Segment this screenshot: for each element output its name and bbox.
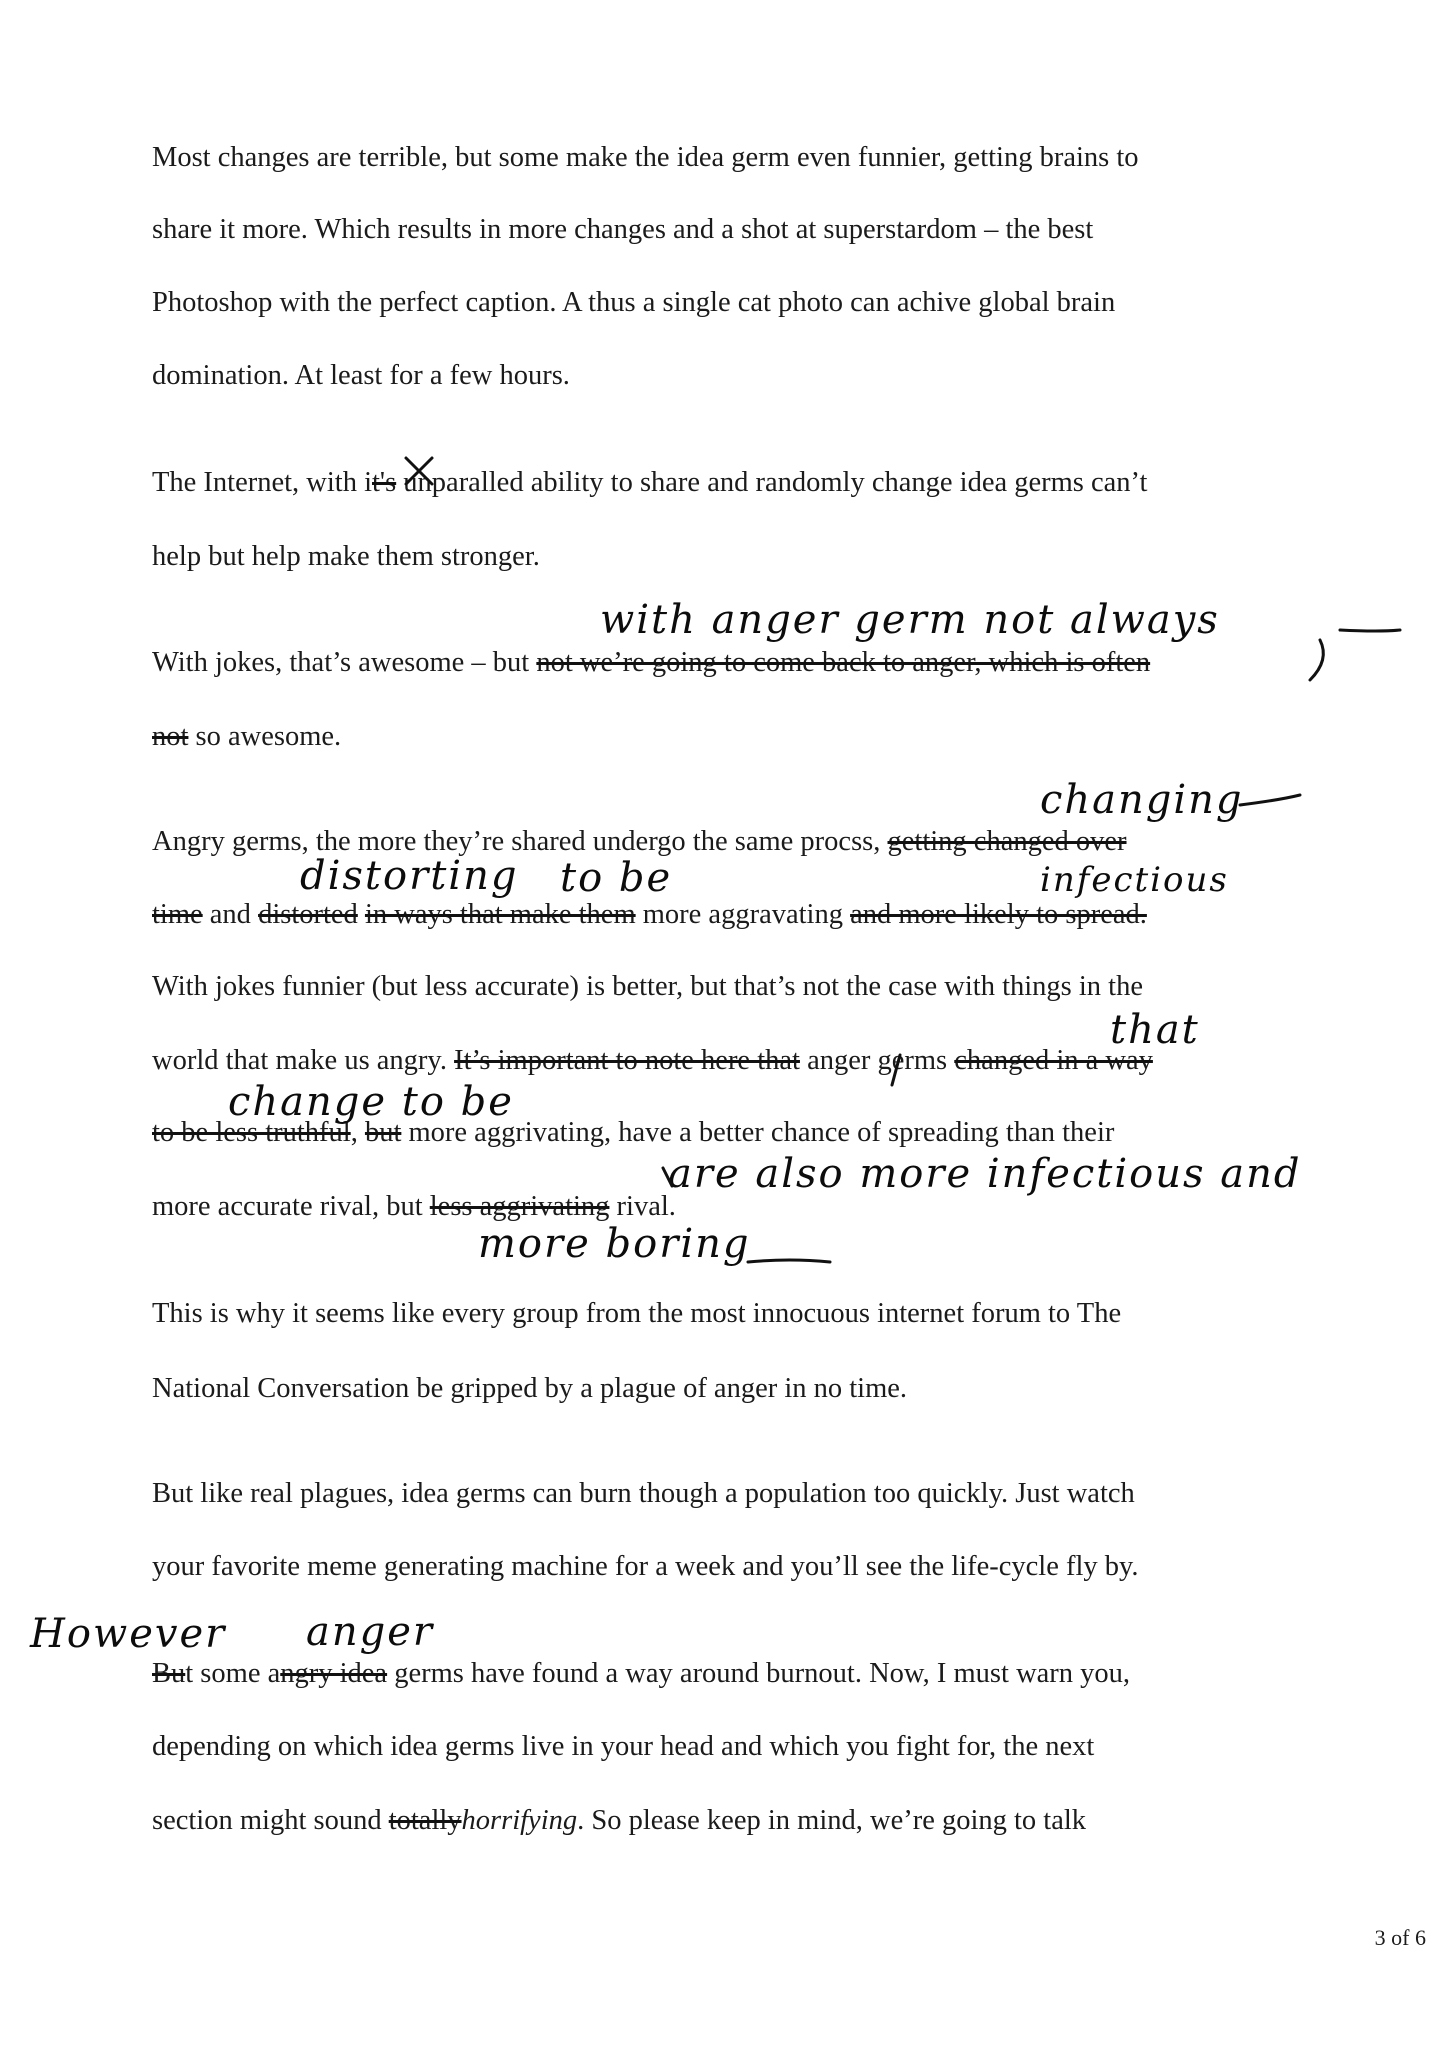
text-line: share it more. Which results in more changes and a shot at superstardom – the best <box>152 214 1094 245</box>
page-number: 3 of 6 <box>1374 1925 1426 1950</box>
struck-text: totally <box>388 1805 462 1836</box>
handwritten-note: that <box>1110 1007 1200 1053</box>
struck-text: ngry idea <box>280 1658 388 1689</box>
text-line: domination. At least for a few hours. <box>152 360 570 391</box>
text-span: anger germs <box>799 1045 955 1076</box>
pen-stroke <box>1240 795 1300 805</box>
handwritten-note: However <box>30 1611 227 1657</box>
struck-text: changed in a way <box>954 1045 1153 1076</box>
handwritten-note: anger <box>306 1609 435 1655</box>
text-span: rival. <box>609 1191 676 1222</box>
text-line: But like real plagues, idea germs can burn though a population too quickly. Just watch <box>152 1478 1135 1509</box>
text-span: more aggrivating, have a better chance of spreading than their <box>401 1117 1115 1148</box>
struck-text: not <box>152 721 189 752</box>
handwritten-note: change to be <box>228 1079 514 1125</box>
struck-text: but <box>364 1117 402 1148</box>
struck-text: time <box>152 899 203 930</box>
handwritten-note: more boring <box>478 1221 751 1267</box>
handwritten-note: are also more infectious and <box>668 1151 1302 1197</box>
struck-text: distorted <box>258 899 358 930</box>
text-span: section might sound <box>152 1805 389 1836</box>
text-span: . So please keep in mind, we’re going to talk <box>577 1805 1087 1836</box>
text-line: Photoshop with the perfect caption. A thus a single cat photo can achive global brain <box>152 287 1116 318</box>
struck-text: and more likely to spread. <box>850 899 1147 930</box>
struck-text: in ways that make them <box>364 899 636 930</box>
text-line: depending on which idea germs live in your head and which you fight for, the next <box>152 1731 1095 1762</box>
text-span: germs have found a way around burnout. Now, I must warn you, <box>387 1658 1131 1689</box>
text-span: unparalled ability to share and randomly change idea germs can’t <box>396 467 1148 498</box>
struck-text: to be less truthful <box>152 1117 351 1148</box>
pen-stroke <box>892 1055 900 1085</box>
text-line: With jokes funnier (but less accurate) is better, but that’s not the case with things in the <box>152 971 1144 1002</box>
text-span: Angry germs, the more they’re shared undergo the same procss, <box>152 826 888 857</box>
struck-text: t's <box>372 467 397 498</box>
handwritten-note: to be <box>560 855 673 901</box>
italic-text: horrifying <box>461 1805 578 1836</box>
text-span: , <box>350 1117 365 1148</box>
handwritten-note: changing <box>1040 777 1244 823</box>
text-line: your favorite meme generating machine for a week and you’ll see the life-cycle fly by. <box>152 1551 1139 1582</box>
pen-stroke <box>663 1168 672 1186</box>
text-span: so awesome. <box>188 721 342 752</box>
pen-stroke <box>1310 640 1323 680</box>
handwritten-note: infectious <box>1040 860 1229 900</box>
text-span: With jokes, that’s awesome – but <box>152 647 537 678</box>
struck-text: not we’re going to come back to anger, which is often <box>536 647 1151 678</box>
text-span: world that make us angry. <box>152 1045 455 1076</box>
struck-text: Bu <box>152 1658 186 1689</box>
pen-stroke <box>748 1260 830 1262</box>
pen-stroke <box>1340 630 1400 631</box>
text-span: more aggravating <box>635 899 851 930</box>
handwritten-note: with anger germ not always <box>600 597 1220 643</box>
struck-text: It’s important to note here that <box>454 1045 800 1076</box>
handwritten-note: distorting <box>300 853 519 899</box>
text-line: Most changes are terrible, but some make the idea germ even funnier, getting brains to <box>152 142 1139 173</box>
text-line: National Conversation be gripped by a plague of anger in no time. <box>152 1373 908 1404</box>
struck-text: less aggrivating <box>429 1191 610 1222</box>
text-line: This is why it seems like every group from the most innocuous internet forum to The <box>152 1298 1122 1329</box>
struck-text: getting changed over <box>887 826 1127 857</box>
text-span: t some a <box>185 1658 281 1689</box>
text-span: more accurate rival, but <box>152 1191 430 1222</box>
text-line: help but help make them stronger. <box>152 541 540 572</box>
text-span: and <box>202 899 259 930</box>
text-span: The Internet, with i <box>152 467 373 498</box>
